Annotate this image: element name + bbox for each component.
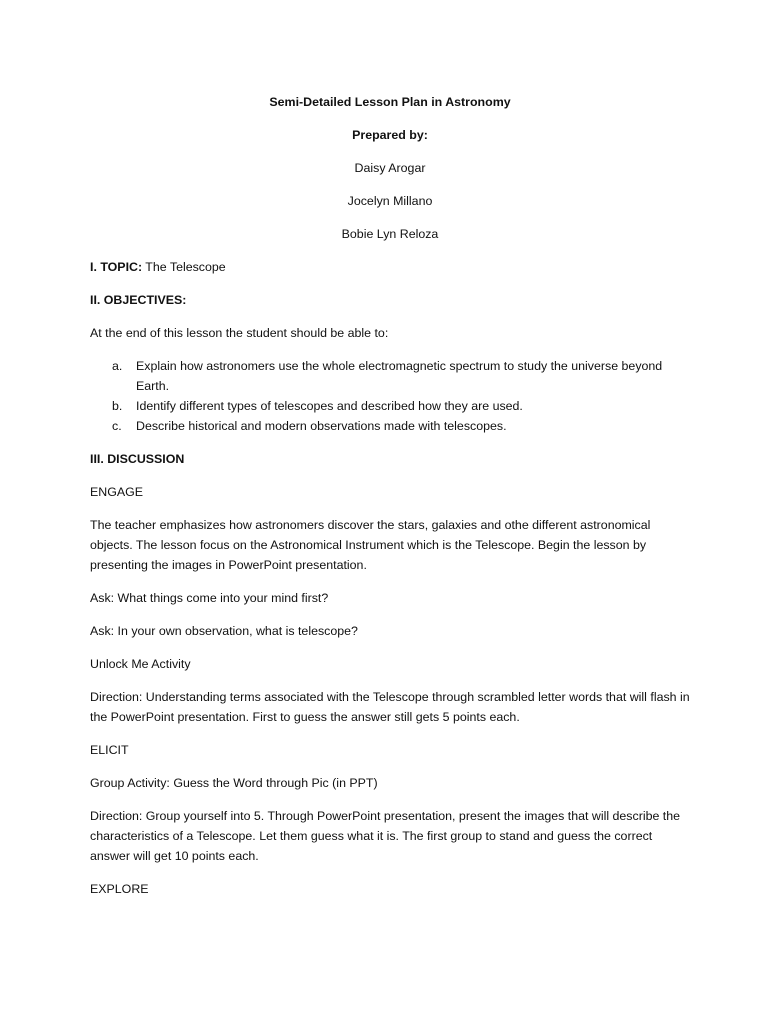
author-name: Jocelyn Millano [347,194,433,208]
unlock-activity-heading: Unlock Me Activity [90,657,191,671]
author-name: Bobie Lyn Reloza [341,227,439,241]
list-marker: a. [112,359,123,373]
list-marker: b. [112,399,123,413]
unlock-direction: Direction: Understanding terms associated with the Telescope through scrambled letter words that will flash in the PowerPoint presentation. First to guess the answer still gets 5 points each. [90,690,690,724]
prepared-by-label: Prepared by: [352,128,428,142]
group-direction: Direction: Group yourself into 5. Through PowerPoint presentation, present the images that will describe the characteristics of a Telescope. Let them guess what it is. The first group to stand and guess the correct answer will get 10 points each. [90,809,681,863]
objectives-heading: II. OBJECTIVES: [90,293,187,307]
engage-paragraph: The teacher emphasizes how astronomers discover the stars, galaxies and othe different astronomical objects. The lesson focus on the Astronomical Instrument which is the Telescope. Begin the lesson by presenting the images in PowerPoint presentation. [90,518,651,572]
engage-heading: ENGAGE [90,485,144,499]
topic-line [90,257,690,277]
list-item [90,396,690,416]
ask-question: Ask: In your own observation, what is telescope? [90,624,358,638]
list-item-text: Explain how astronomers use the whole electromagnetic spectrum to study the universe beyond Earth. [136,359,663,393]
elicit-heading: ELICIT [90,743,129,757]
topic-value: The Telescope [142,260,226,274]
explore-heading: EXPLORE [90,882,149,896]
document-title: Semi-Detailed Lesson Plan in Astronomy [269,95,511,109]
list-item [90,416,690,436]
list-item-text: Describe historical and modern observations made with telescopes. [136,419,507,433]
ask-question: Ask: What things come into your mind first? [90,591,329,605]
lesson-plan-document [90,92,690,912]
objectives-list [90,356,690,436]
list-item [90,356,690,396]
objectives-intro: At the end of this lesson the student should be able to: [90,326,389,340]
list-item-text: Identify different types of telescopes and described how they are used. [136,399,523,413]
topic-label: I. TOPIC: [90,260,143,274]
discussion-heading: III. DISCUSSION [90,452,185,466]
group-activity-title: Group Activity: Guess the Word through Pic (in PPT) [90,776,378,790]
author-name: Daisy Arogar [354,161,426,175]
list-marker: c. [112,419,122,433]
